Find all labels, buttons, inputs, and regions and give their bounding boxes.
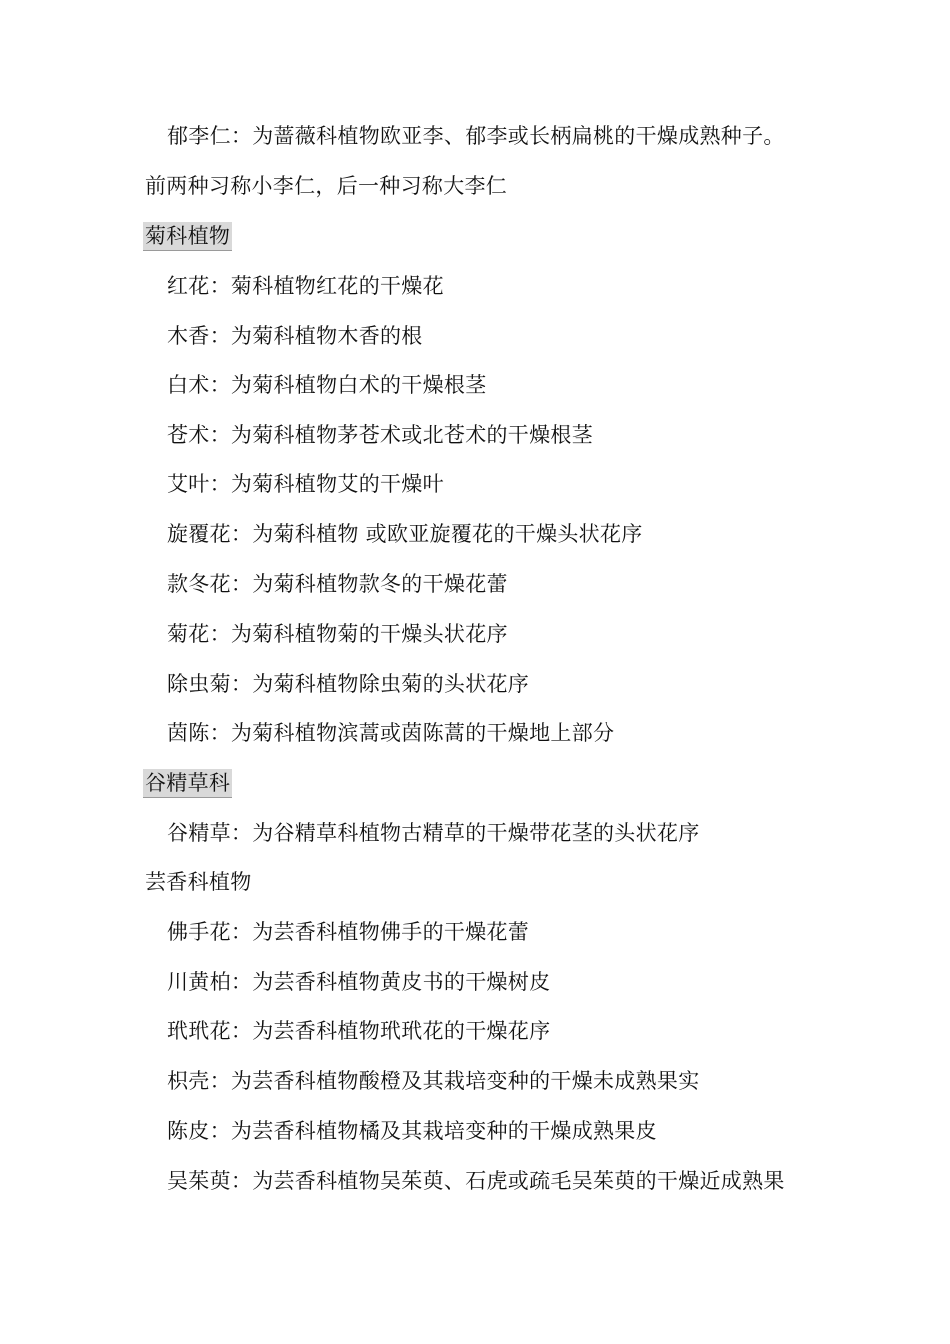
list-item: 菊花：为菊科植物菊的干燥头状花序 [167, 622, 508, 646]
list-item: 枳壳：为芸香科植物酸橙及其栽培变种的干燥未成熟果实 [167, 1069, 700, 1093]
section-heading-eriocaulaceae: 谷精草科 [143, 769, 232, 798]
list-item: 陈皮：为芸香科植物橘及其栽培变种的干燥成熟果皮 [167, 1119, 657, 1143]
list-item: 佛手花：为芸香科植物佛手的干燥花蕾 [167, 920, 530, 944]
list-item: 吴茱萸：为芸香科植物吴茱萸、石虎或疏毛吴茱萸的干燥近成熟果 [167, 1169, 785, 1193]
list-item: 款冬花：为菊科植物款冬的干燥花蕾 [167, 572, 508, 596]
section-heading-asteraceae: 菊科植物 [143, 222, 232, 251]
list-item: 谷精草：为谷精草科植物古精草的干燥带花茎的头状花序 [167, 821, 700, 845]
list-item: 川黄柏：为芸香科植物黄皮书的干燥树皮 [167, 970, 551, 994]
paragraph-yuliren-continued: 前两种习称小李仁，后一种习称大李仁 [145, 174, 508, 198]
list-item: 除虫菊：为菊科植物除虫菊的头状花序 [167, 672, 530, 696]
section-heading-rutaceae: 芸香科植物 [145, 870, 252, 894]
paragraph-yuliren: 郁李仁：为蔷薇科植物欧亚李、郁李或长柄扁桃的干燥成熟种子。 [167, 124, 785, 148]
list-item: 玳玳花：为芸香科植物玳玳花的干燥花序 [167, 1019, 551, 1043]
list-item: 白术：为菊科植物白术的干燥根茎 [167, 373, 487, 397]
list-item: 艾叶：为菊科植物艾的干燥叶 [167, 472, 444, 496]
list-item: 茵陈：为菊科植物滨蒿或茵陈蒿的干燥地上部分 [167, 721, 615, 745]
list-item: 木香：为菊科植物木香的根 [167, 324, 423, 348]
list-item: 苍术：为菊科植物茅苍术或北苍术的干燥根茎 [167, 423, 593, 447]
list-item: 旋覆花：为菊科植物 或欧亚旋覆花的干燥头状花序 [167, 522, 643, 546]
list-item: 红花：菊科植物红花的干燥花 [167, 274, 444, 298]
